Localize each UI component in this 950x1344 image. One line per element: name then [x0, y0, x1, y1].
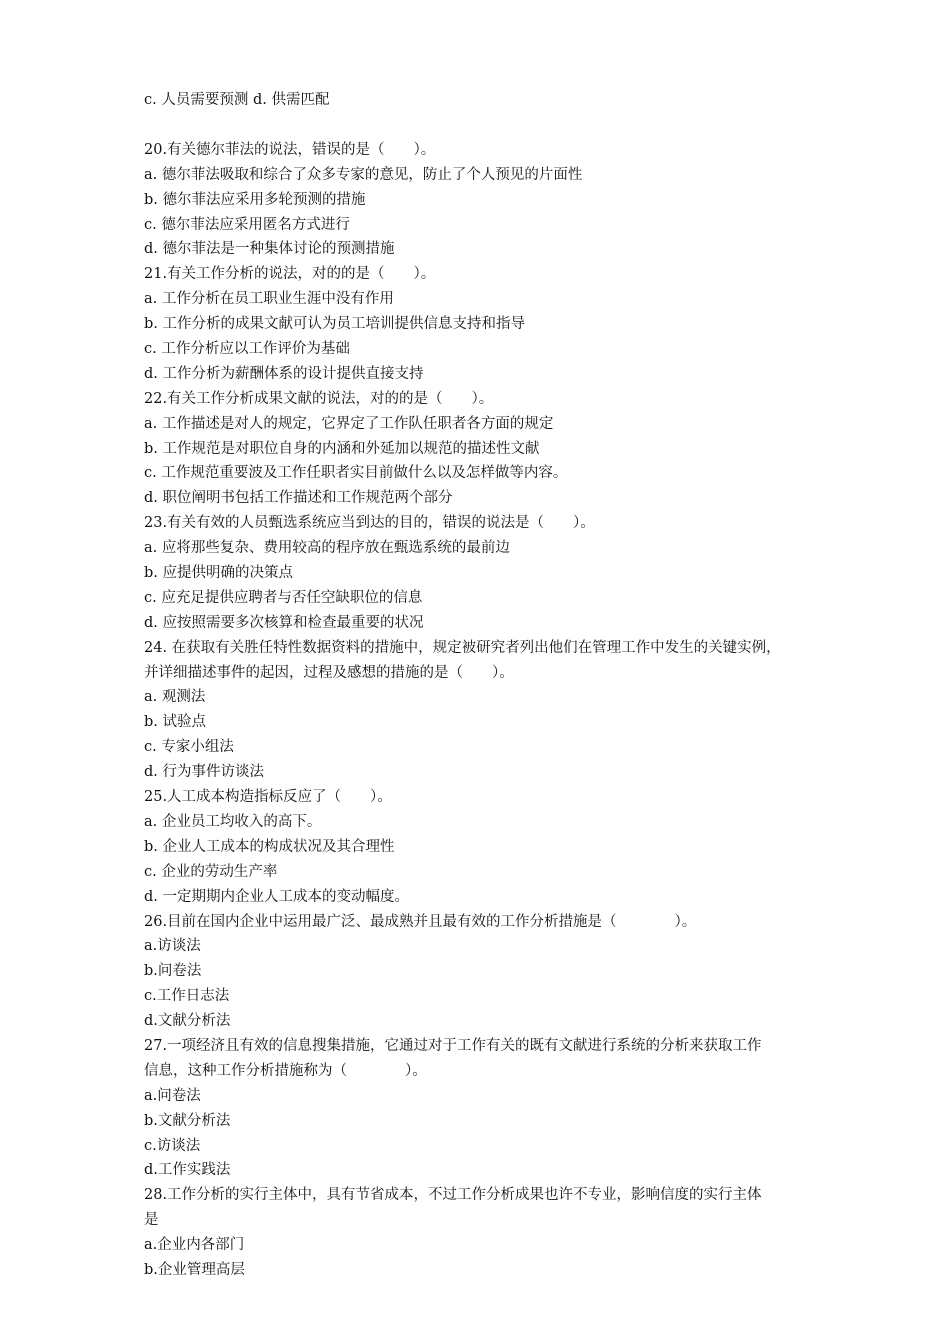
- question-block: [144, 387, 884, 511]
- paragraph-gap: [144, 113, 884, 138]
- answer-option: c. 工作规范重要波及工作任职者实目前做什么以及怎样做等内容。: [144, 465, 568, 482]
- answer-option: b. 企业人工成本的构成状况及其合理性: [144, 838, 395, 855]
- answer-option: a. 德尔菲法吸取和综合了众多专家的意见，防止了个人预见的片面性: [144, 166, 583, 183]
- answer-option: a. 工作描述是对人的规定，它界定了工作队任职者各方面的规定: [144, 415, 554, 432]
- question-stem: 20.有关德尔菲法的说法，错误的是（ ）。: [144, 141, 436, 158]
- question-block: [144, 785, 884, 909]
- answer-option: a. 企业员工均收入的高下。: [144, 813, 322, 830]
- answer-option: b. 工作规范是对职位自身的内涵和外延加以规范的描述性文献: [144, 440, 540, 457]
- answer-option: d. 职位阐明书包括工作描述和工作规范两个部分: [144, 490, 453, 507]
- question-stem: 27.一项经济且有效的信息搜集措施，它通过对于工作有关的既有文献进行系统的分析来获取工作: [144, 1037, 762, 1054]
- question-stem: 21.有关工作分析的说法，对的的是（ ）。: [144, 266, 436, 283]
- answer-option: c. 德尔菲法应采用匿名方式进行: [144, 216, 350, 233]
- answer-option: d. 应按照需要多次核算和检查最重要的状况: [144, 614, 424, 631]
- answer-option: b.问卷法: [144, 963, 202, 980]
- answer-option: d.工作实践法: [144, 1162, 231, 1179]
- answer-option: a. 应将那些复杂、费用较高的程序放在甄选系统的最前边: [144, 540, 510, 557]
- answer-option: c. 应充足提供应聘者与否任空缺职位的信息: [144, 589, 423, 606]
- answer-option: c. 工作分析应以工作评价为基础: [144, 341, 350, 358]
- question-stem: 28.工作分析的实行主体中，具有节省成本，不过工作分析成果也许不专业，影响信度的实行主体: [144, 1187, 762, 1204]
- answer-option: b.企业管理高层: [144, 1261, 245, 1278]
- lead-line: c. 人员需要预测 d. 供需匹配: [144, 92, 330, 108]
- answer-option: d.文献分析法: [144, 1013, 231, 1030]
- question-stem: 26.目前在国内企业中运用最广泛、最成熟并且最有效的工作分析措施是（ ）。: [144, 913, 697, 930]
- question-stem: 25.人工成本构造指标反应了（ ）。: [144, 789, 392, 806]
- answer-option: c.访谈法: [144, 1137, 201, 1154]
- answer-option: b. 工作分析的成果文献可认为员工培训提供信息支持和指导: [144, 316, 525, 333]
- answer-option: d. 德尔菲法是一种集体讨论的预测措施: [144, 241, 395, 258]
- question-block: [144, 262, 884, 386]
- question-block: [144, 1034, 884, 1183]
- answer-option: b. 试验点: [144, 714, 206, 731]
- answer-option: c. 企业的劳动生产率: [144, 863, 278, 880]
- question-stem: 是: [144, 1212, 159, 1229]
- question-block: [144, 910, 884, 1034]
- question-stem: 22.有关工作分析成果文献的说法，对的的是（ ）。: [144, 390, 494, 407]
- question-block: [144, 1183, 884, 1283]
- answer-option: c.工作日志法: [144, 988, 230, 1005]
- question-stem: 信息，这种工作分析措施称为（ ）。: [144, 1062, 427, 1079]
- question-block: [144, 511, 884, 635]
- answer-option: a.企业内各部门: [144, 1237, 245, 1254]
- answer-option: b.文献分析法: [144, 1112, 231, 1129]
- question-block: [144, 138, 884, 262]
- question-stem: 23.有关有效的人员甄选系统应当到达的目的，错误的说法是（ ）。: [144, 515, 595, 532]
- answer-option: b. 应提供明确的决策点: [144, 565, 293, 582]
- answer-option: c. 专家小组法: [144, 739, 234, 756]
- answer-option: d. 工作分析为薪酬体系的设计提供直接支持: [144, 365, 424, 382]
- answer-option: a.访谈法: [144, 938, 201, 955]
- question-block: [144, 636, 884, 785]
- question-stem: 并详细描述事件的起因，过程及感想的措施的是（ ）。: [144, 664, 514, 681]
- question-list: [144, 138, 884, 1283]
- answer-option: a. 工作分析在员工职业生涯中没有作用: [144, 291, 394, 308]
- document-page: [144, 88, 884, 1283]
- answer-option: d. 行为事件访谈法: [144, 764, 264, 781]
- answer-option: a. 观测法: [144, 689, 206, 706]
- answer-option: d. 一定期期内企业人工成本的变动幅度。: [144, 888, 409, 905]
- question-stem: 24. 在获取有关胜任特性数据资料的措施中，规定被研究者列出他们在管理工作中发生的关键实例，: [144, 639, 781, 656]
- answer-option: b. 德尔菲法应采用多轮预测的措施: [144, 191, 366, 208]
- answer-option: a.问卷法: [144, 1087, 201, 1104]
